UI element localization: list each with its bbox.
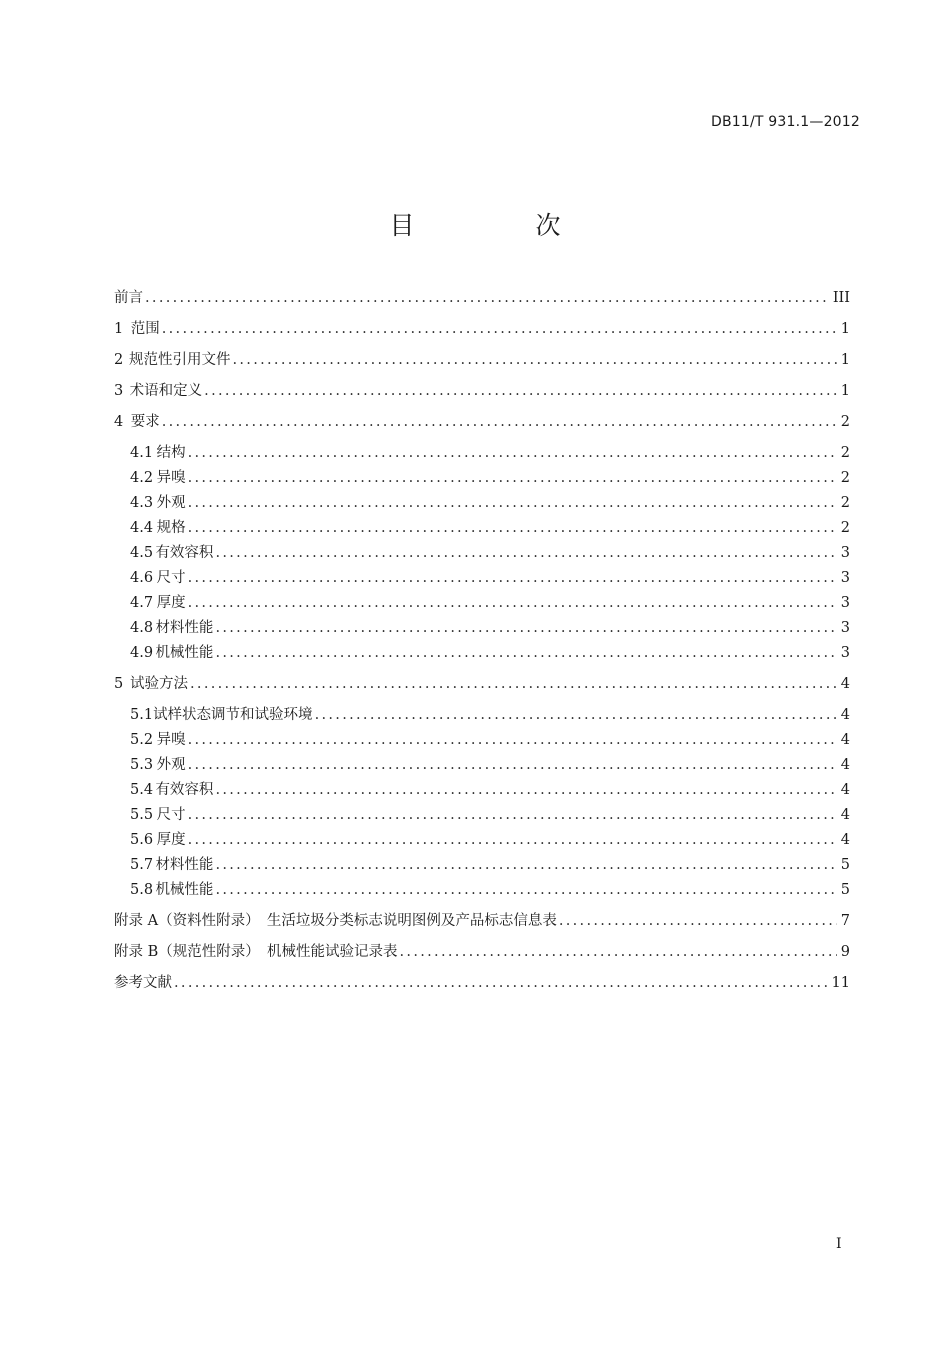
toc-entry-number: 5.1 — [130, 707, 154, 723]
toc-entry[interactable] — [114, 349, 850, 371]
toc-entry-page: 3 — [840, 645, 850, 661]
toc-entry-page: 5 — [840, 857, 850, 873]
toc-entry-title: 规格 — [156, 520, 186, 536]
toc-entry-number: 4.7 — [130, 595, 154, 611]
toc-leader-dots — [215, 542, 836, 564]
toc-entry-title: 规范性引用文件 — [128, 352, 231, 368]
toc-entry-number: 1 — [114, 321, 124, 337]
toc-entry-page: 2 — [840, 445, 850, 461]
toc-entry-title: 外观 — [156, 495, 186, 511]
toc-entry[interactable] — [114, 318, 850, 340]
toc-entry-title: 尺寸 — [156, 570, 186, 586]
toc-leader-dots — [215, 617, 836, 639]
toc-entry-number: 5.4 — [130, 782, 154, 798]
toc-leader-dots — [188, 442, 837, 464]
toc-entry-title: 范围 — [130, 321, 160, 337]
toc-leader-dots — [188, 567, 837, 589]
toc-entry[interactable] — [130, 804, 850, 826]
toc-leader-dots — [215, 854, 836, 876]
toc-entry-title: 尺寸 — [156, 807, 186, 823]
toc-leader-dots — [188, 804, 837, 826]
toc-entry-page: 4 — [840, 757, 850, 773]
toc-leader-dots — [188, 592, 837, 614]
toc-leader-dots — [232, 349, 836, 371]
toc-entry[interactable] — [130, 729, 850, 751]
toc-entry-title: 材料性能 — [155, 620, 214, 636]
toc-entry-number: 5 — [114, 676, 124, 692]
toc-entry[interactable] — [130, 567, 850, 589]
toc-entry-number: 4.8 — [130, 620, 154, 636]
toc-entry[interactable] — [130, 467, 850, 489]
toc-entry[interactable] — [114, 910, 850, 932]
toc-entry-title: 有效容积 — [155, 782, 214, 798]
toc-entry-page: 3 — [840, 595, 850, 611]
toc-entry[interactable] — [114, 941, 850, 963]
toc-entry[interactable] — [130, 642, 850, 664]
toc-entry-title: 前言 — [114, 290, 143, 306]
toc-leader-dots — [400, 941, 837, 963]
toc-entry-page: 4 — [840, 732, 850, 748]
toc-entry-page: 4 — [840, 807, 850, 823]
toc-entry-number: 4.5 — [130, 545, 154, 561]
toc-leader-dots — [188, 729, 837, 751]
toc-entry[interactable] — [130, 442, 850, 464]
toc-entry[interactable] — [114, 380, 850, 402]
toc-leader-dots — [559, 910, 837, 932]
toc-entry-number: 4.2 — [130, 470, 154, 486]
toc-entry-page: 1 — [840, 383, 850, 399]
toc-entry-title: 试验方法 — [130, 676, 189, 692]
toc-entry[interactable] — [130, 542, 850, 564]
page-number: I — [836, 1236, 842, 1252]
toc-entry-number: 4.1 — [130, 445, 154, 461]
toc-entry-page: 2 — [840, 470, 850, 486]
toc-entry[interactable] — [130, 854, 850, 876]
toc-entry-title: 附录 A（资料性附录） 生活垃圾分类标志说明图例及产品标志信息表 — [114, 913, 557, 929]
toc-entry-number: 5.6 — [130, 832, 154, 848]
toc-entry-title: 参考文献 — [114, 975, 172, 991]
toc-entry-title: 机械性能 — [155, 645, 214, 661]
toc-entry-number: 5.8 — [130, 882, 154, 898]
standard-code: DB11/T 931.1—2012 — [710, 114, 860, 130]
toc-leader-dots — [190, 673, 837, 695]
toc-entry-page: 2 — [840, 495, 850, 511]
toc-entry-number: 5.3 — [130, 757, 154, 773]
toc-entry-page: 4 — [840, 832, 850, 848]
toc-leader-dots — [215, 879, 836, 901]
toc-leader-dots — [188, 492, 837, 514]
toc-entry-title: 厚度 — [156, 832, 186, 848]
toc-entry-number: 5.2 — [130, 732, 154, 748]
toc-entry-title: 结构 — [156, 445, 186, 461]
toc-entry-title: 术语和定义 — [129, 383, 203, 399]
toc-entry-page: 4 — [840, 782, 850, 798]
toc-entry-title: 外观 — [156, 757, 186, 773]
toc-entry[interactable] — [130, 829, 850, 851]
toc-entry-page: 1 — [840, 321, 850, 337]
toc-entry-page: III — [832, 290, 850, 306]
toc-leader-dots — [145, 287, 829, 309]
toc-entry[interactable] — [114, 411, 850, 433]
toc-entry-title: 异嗅 — [156, 732, 186, 748]
toc-entry-page: 7 — [840, 913, 850, 929]
toc-leader-dots — [188, 517, 837, 539]
toc-entry-number: 3 — [114, 383, 124, 399]
toc-entry-title: 试样状态调节和试验环境 — [153, 707, 313, 723]
toc-leader-dots — [204, 380, 837, 402]
toc-entry-page: 2 — [840, 520, 850, 536]
toc-entry-page: 2 — [840, 414, 850, 430]
toc-entry-page: 11 — [831, 975, 850, 991]
toc-entry-title: 厚度 — [156, 595, 186, 611]
toc-entry[interactable] — [130, 879, 850, 901]
page-title: 目 次 — [389, 211, 609, 240]
toc-entry[interactable] — [130, 517, 850, 539]
toc-leader-dots — [174, 972, 828, 994]
toc-entry-number: 4 — [114, 414, 124, 430]
toc-entry[interactable] — [130, 754, 850, 776]
toc-entry-page: 4 — [840, 676, 850, 692]
toc-entry[interactable] — [114, 972, 850, 994]
toc-entry[interactable] — [130, 779, 850, 801]
toc-entry-number: 4.9 — [130, 645, 154, 661]
toc-entry[interactable] — [114, 287, 850, 309]
toc-entry-title: 机械性能 — [155, 882, 214, 898]
toc-entry-title: 要求 — [130, 414, 160, 430]
toc-entry-title: 异嗅 — [156, 470, 186, 486]
toc-entry-number: 2 — [114, 352, 124, 368]
toc-entry[interactable] — [130, 592, 850, 614]
toc-entry-number: 4.4 — [130, 520, 154, 536]
toc-entry-page: 5 — [840, 882, 850, 898]
toc-entry-number: 4.3 — [130, 495, 154, 511]
toc-entry-page: 3 — [840, 620, 850, 636]
toc-entry-number: 4.6 — [130, 570, 154, 586]
toc-entry[interactable] — [130, 704, 850, 726]
toc-leader-dots — [215, 642, 836, 664]
toc-leader-dots — [188, 754, 837, 776]
toc-entry-title: 有效容积 — [155, 545, 214, 561]
toc-entry-title: 附录 B（规范性附录） 机械性能试验记录表 — [114, 944, 398, 960]
toc-leader-dots — [162, 411, 837, 433]
toc-entry-page: 9 — [840, 944, 850, 960]
toc-entry-number: 5.5 — [130, 807, 154, 823]
toc-leader-dots — [315, 704, 837, 726]
toc-entry[interactable] — [114, 673, 850, 695]
toc-entry-page: 3 — [840, 545, 850, 561]
toc-leader-dots — [162, 318, 837, 340]
toc-leader-dots — [188, 829, 837, 851]
toc-entry-page: 3 — [840, 570, 850, 586]
toc-entry-page: 4 — [840, 707, 850, 723]
toc-entry-number: 5.7 — [130, 857, 154, 873]
toc-entry-page: 1 — [840, 352, 850, 368]
toc-entry[interactable] — [130, 617, 850, 639]
toc-leader-dots — [215, 779, 836, 801]
toc-leader-dots — [188, 467, 837, 489]
toc-entry[interactable] — [130, 492, 850, 514]
toc-entry-title: 材料性能 — [155, 857, 214, 873]
